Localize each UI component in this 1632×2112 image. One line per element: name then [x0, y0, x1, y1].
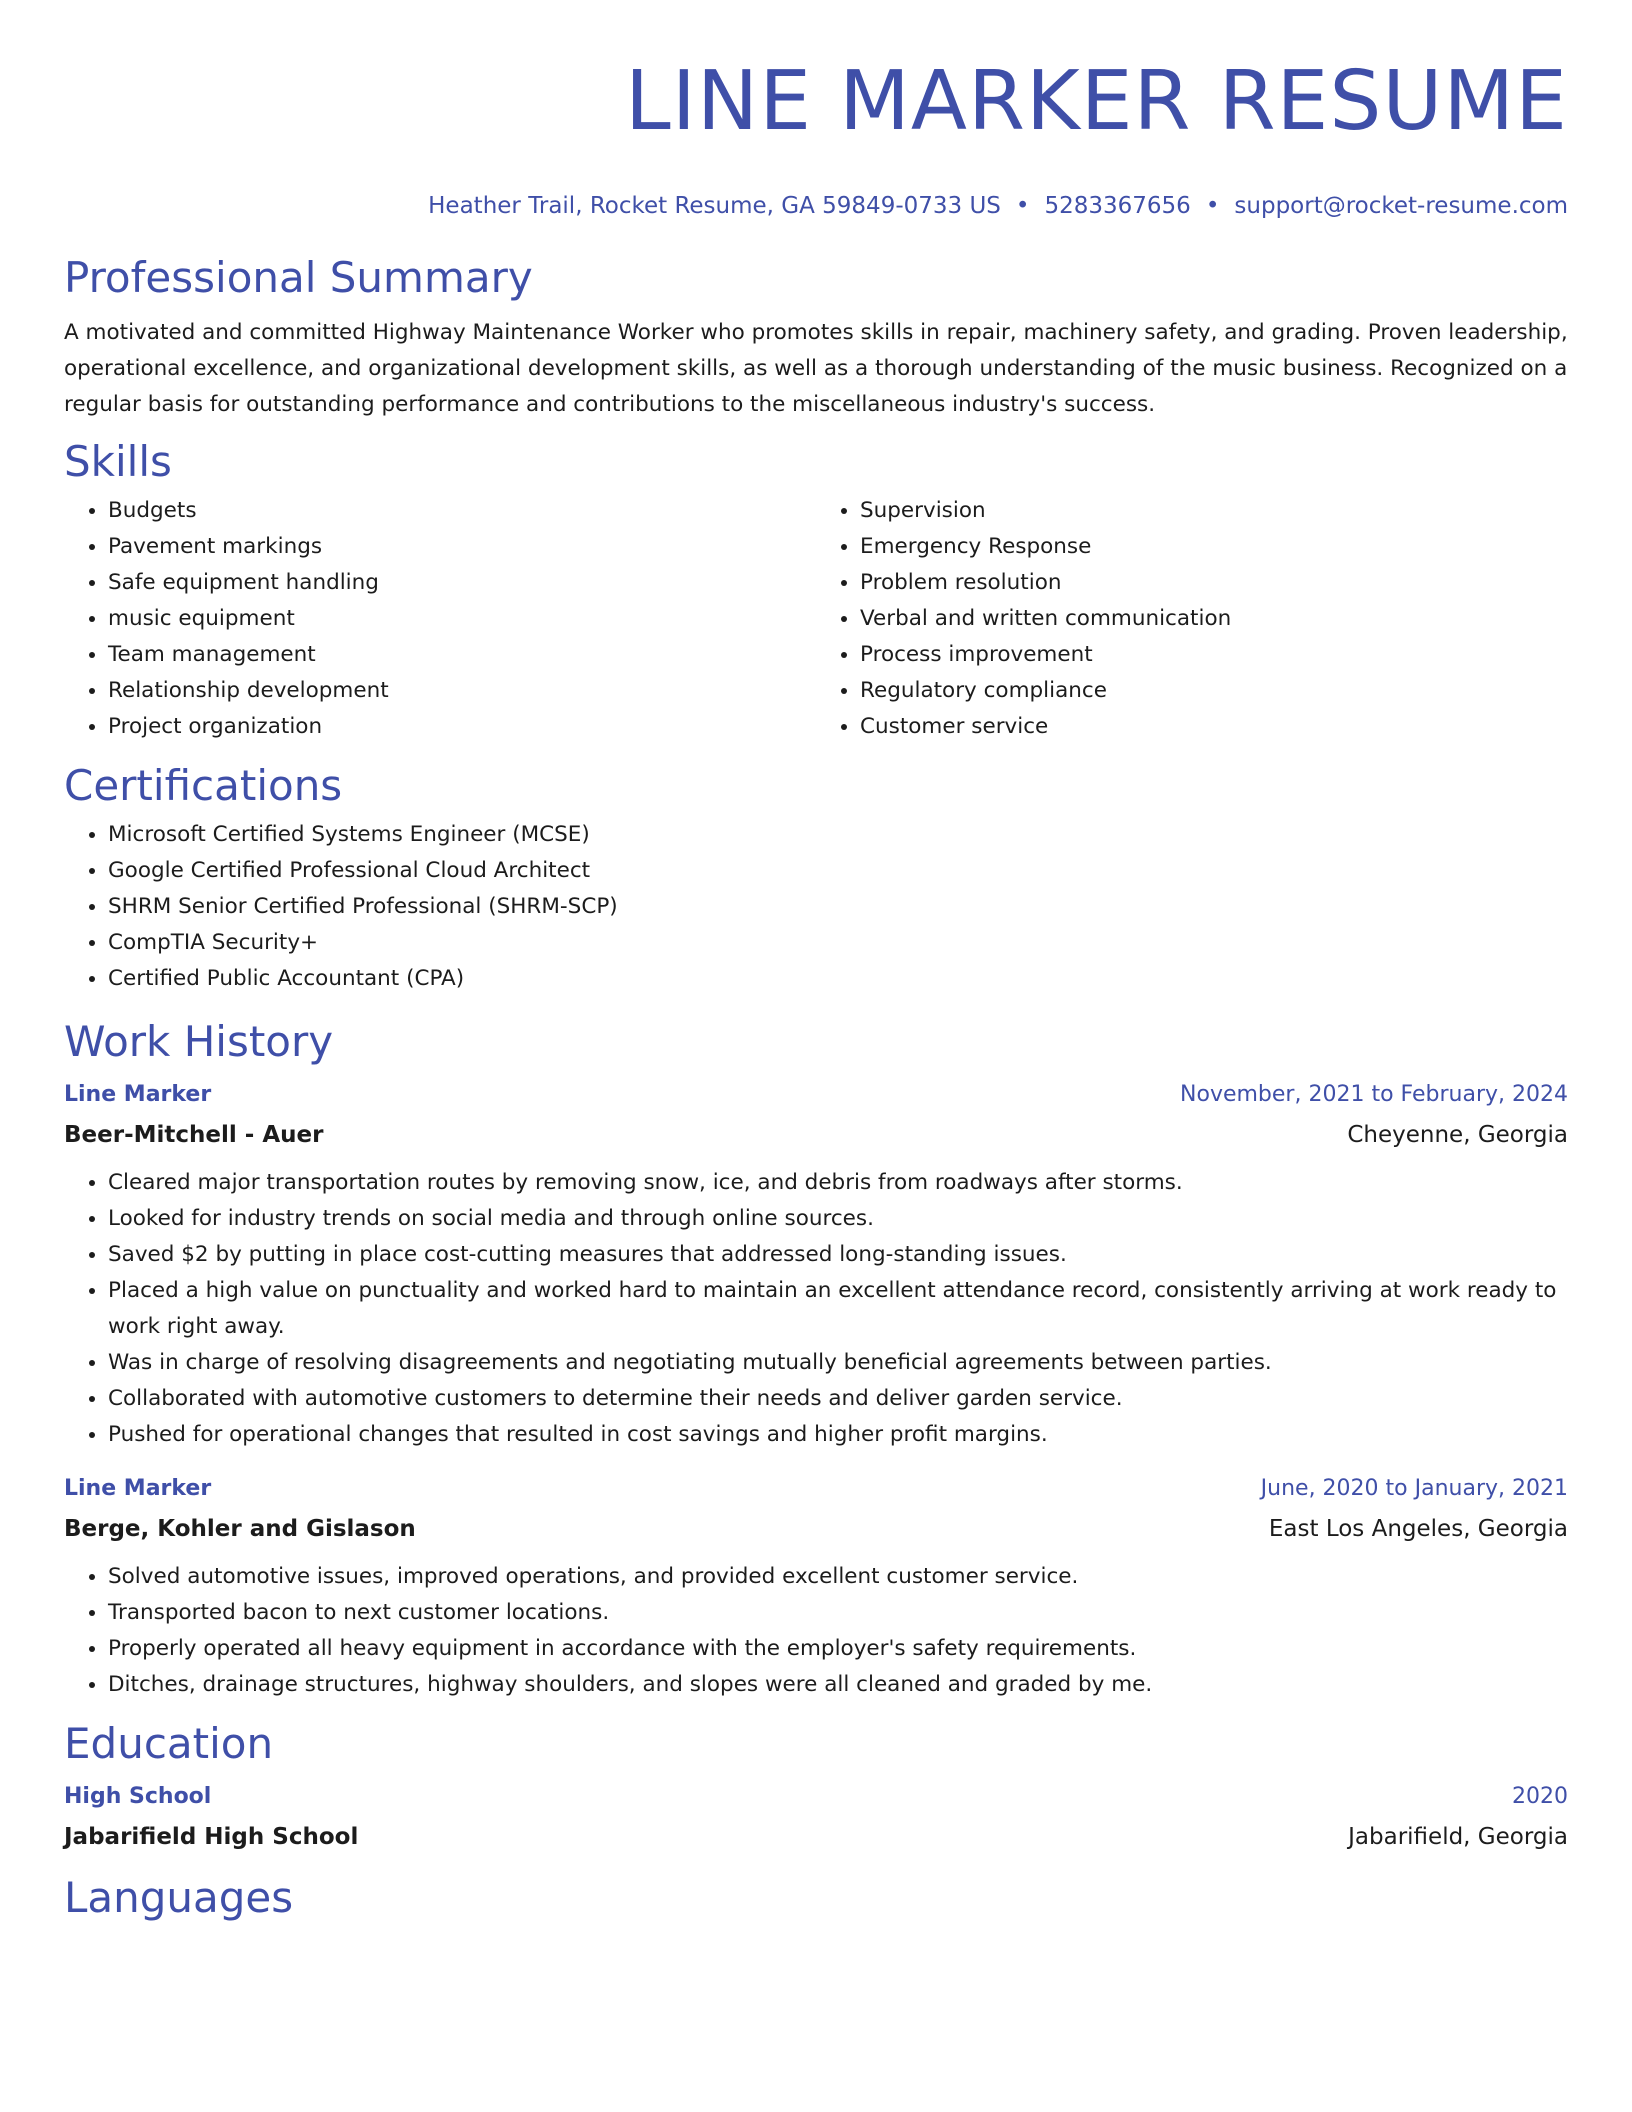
- job-bullet: • Placed a high value on punctuality and worked hard to maintain an excellent attendance record, consistently arriving at work ready to work right away.: [108, 1273, 1568, 1345]
- skill-item: • Pavement markings: [108, 529, 816, 565]
- certification-item: • Google Certified Professional Cloud Architect: [108, 853, 1568, 889]
- job-bullet: • Looked for industry trends on social media and through online sources.: [108, 1201, 1568, 1237]
- education-school-row: [64, 1817, 1568, 1857]
- job-title: Line Marker: [64, 1082, 212, 1107]
- certification-item: • Microsoft Certified Systems Engineer (MCSE): [108, 817, 1568, 853]
- section-title-skills: Skills: [64, 437, 172, 486]
- contact-separator: •: [1205, 193, 1220, 219]
- education-school: Jabarifield High School: [64, 1824, 359, 1850]
- skills-column-right: [816, 493, 1568, 745]
- skill-item: • Problem resolution: [860, 565, 1568, 601]
- certification-item: • CompTIA Security+: [108, 925, 1568, 961]
- job-bullet: • Properly operated all heavy equipment in accordance with the employer's safety requirements.: [108, 1631, 1568, 1667]
- job-bullet: • Saved $2 by putting in place cost-cutting measures that addressed long-standing issues.: [108, 1237, 1568, 1273]
- job-bullet: • Was in charge of resolving disagreements and negotiating mutually beneficial agreements between parties.: [108, 1345, 1568, 1381]
- skill-item: • Process improvement: [860, 637, 1568, 673]
- contact-phone: 5283367656: [1044, 193, 1191, 219]
- job-dates: November, 2021 to February, 2024: [1180, 1082, 1568, 1107]
- job-location: East Los Angeles, Georgia: [1268, 1516, 1568, 1542]
- contact-address: Heather Trail, Rocket Resume, GA 59849-0733 US: [428, 193, 1001, 219]
- contact-separator: •: [1015, 193, 1030, 219]
- job-bullet: • Solved automotive issues, improved operations, and provided excellent customer service.: [108, 1559, 1568, 1595]
- skill-item: • Budgets: [108, 493, 816, 529]
- education-location: Jabarifield, Georgia: [1348, 1824, 1568, 1850]
- skill-item: • music equipment: [108, 601, 816, 637]
- education-header: [64, 1777, 1568, 1817]
- job-bullet: • Collaborated with automotive customers to determine their needs and deliver garden service.: [108, 1381, 1568, 1417]
- section-title-education: Education: [64, 1719, 274, 1768]
- skills-column-left: [64, 493, 816, 745]
- skill-item: • Team management: [108, 637, 816, 673]
- section-title-certifications: Certifications: [64, 761, 343, 810]
- job-location: Cheyenne, Georgia: [1347, 1122, 1568, 1148]
- job-bullet: • Transported bacon to next customer locations.: [108, 1595, 1568, 1631]
- certifications-list: [64, 817, 1568, 997]
- contact-email: support@rocket-resume.com: [1234, 193, 1568, 219]
- job-title: Line Marker: [64, 1476, 212, 1501]
- job-bullets: [64, 1165, 1568, 1453]
- skill-item: • Relationship development: [108, 673, 816, 709]
- job-entry: [64, 1469, 1568, 1703]
- job-employer-row: [64, 1115, 1568, 1155]
- skill-item: • Regulatory compliance: [860, 673, 1568, 709]
- job-dates: June, 2020 to January, 2021: [1260, 1476, 1568, 1501]
- skill-item: • Emergency Response: [860, 529, 1568, 565]
- job-header: [64, 1469, 1568, 1509]
- skill-item: • Project organization: [108, 709, 816, 745]
- summary-text: A motivated and committed Highway Maintenance Worker who promotes skills in repair, machinery safety, and grading. Proven leadership, operational excellence, and organizational development skills, as well as a thorough understanding of the music business. Recognized on a regular basis for outstanding performance and contributions to the miscellaneous industry's success.: [64, 320, 1568, 417]
- education-year: 2020: [1512, 1784, 1568, 1809]
- job-bullet: • Ditches, drainage structures, highway shoulders, and slopes were all cleaned and graded by me.: [108, 1667, 1568, 1703]
- job-employer: Beer-Mitchell - Auer: [64, 1122, 324, 1148]
- job-header: [64, 1075, 1568, 1115]
- job-bullet: • Cleared major transportation routes by removing snow, ice, and debris from roadways after storms.: [108, 1165, 1568, 1201]
- education-degree: High School: [64, 1784, 212, 1809]
- skills-list: [64, 493, 1568, 745]
- section-title-work-history: Work History: [64, 1017, 334, 1066]
- section-title-summary: Professional Summary: [64, 253, 533, 302]
- job-employer-row: [64, 1509, 1568, 1549]
- contact-line: [64, 191, 1568, 221]
- job-bullet: • Pushed for operational changes that resulted in cost savings and higher profit margins.: [108, 1417, 1568, 1453]
- skill-item: • Customer service: [860, 709, 1568, 745]
- skill-item: • Verbal and written communication: [860, 601, 1568, 637]
- certification-item: • SHRM Senior Certified Professional (SHRM-SCP): [108, 889, 1568, 925]
- education-entry: [64, 1777, 1568, 1857]
- job-employer: Berge, Kohler and Gislason: [64, 1516, 416, 1542]
- certification-item: • Certified Public Accountant (CPA): [108, 961, 1568, 997]
- job-entry: [64, 1075, 1568, 1453]
- resume-name: LINE MARKER RESUME: [625, 54, 1568, 149]
- section-title-languages: Languages: [64, 1873, 294, 1922]
- job-bullets: [64, 1559, 1568, 1703]
- skill-item: • Safe equipment handling: [108, 565, 816, 601]
- skill-item: • Supervision: [860, 493, 1568, 529]
